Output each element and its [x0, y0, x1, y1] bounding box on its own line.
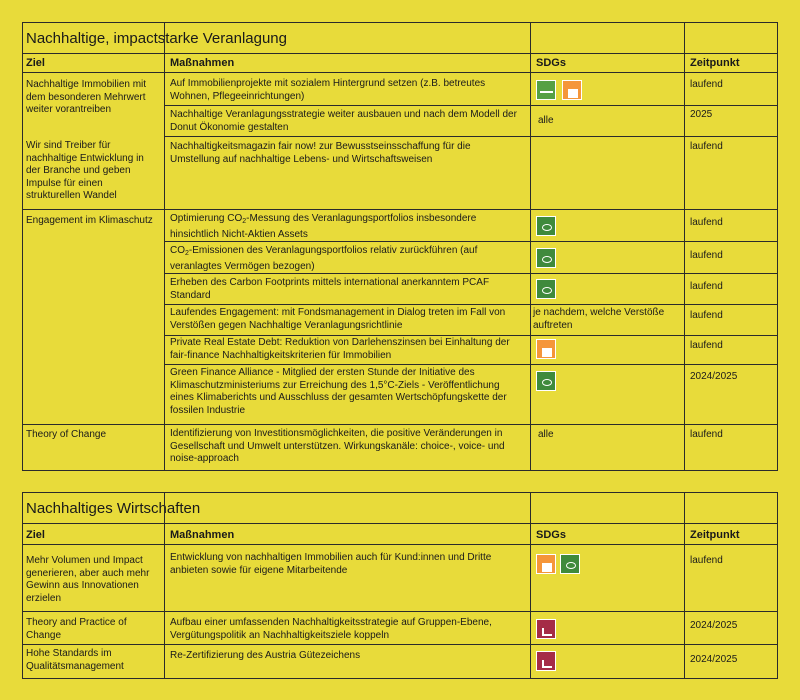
goal-cell: Mehr Volumen und Impact generieren, aber auch mehr Gewinn aus Innovationen erzielen	[26, 555, 150, 604]
sdg-8-icon	[536, 80, 556, 100]
sdg-10-icon	[536, 651, 556, 671]
goal-cell: Engagement im Klimaschutz	[26, 215, 153, 226]
table-title: Nachhaltige, impactstarke Veranlagung	[23, 23, 777, 54]
sdg-13-icon	[536, 371, 556, 391]
table-title: Nachhaltiges Wirtschaften	[23, 493, 777, 524]
time-cell: laufend	[690, 429, 723, 440]
sdg-13-icon	[560, 554, 580, 574]
goal-cell: Hohe Standards im Qualitätsmanagement	[26, 648, 124, 672]
time-cell: laufend	[690, 555, 723, 566]
sdg-11-icon	[562, 80, 582, 100]
sdg-13-icon	[536, 279, 556, 299]
measure-cell: $CO_2$-Emissionen des Veranlagungsportfolios relativ zurückführen (auf veranlagtes Vermögen bezogen)	[170, 245, 478, 272]
measure-cell: Aufbau einer umfassenden Nachhaltigkeitsstrategie auf Gruppen-Ebene, Vergütungspolitik an Nachhaltigkeitsziele koppeln	[170, 617, 492, 641]
sdg-text: alle	[538, 115, 554, 126]
sdg-13-icon	[536, 216, 556, 236]
goal-cell: Nachhaltige Immobilien mit dem besonderen Mehrwert weiter vorantreiben	[26, 79, 147, 115]
measure-cell: Private Real Estate Debt: Reduktion von Darlehenszinsen bei Einhaltung der fair-finance Nachhaltigkeitskriterien für Immobilien	[170, 337, 510, 361]
header-zeitpunkt: Zeitpunkt	[690, 529, 740, 541]
measure-cell: Entwicklung von nachhaltigen Immobilien auch für Kund:innen und Dritte anbieten sowie für eigene Mitarbeitende	[170, 552, 492, 576]
measure-cell: Re-Zertifizierung des Austria Gütezeichens	[170, 650, 361, 661]
measure-cell: Auf Immobilienprojekte mit sozialem Hintergrund setzen (z.B. betreutes Wohnen, Pflegeeinrichtungen)	[170, 78, 486, 102]
goal-cell: Wir sind Treiber für nachhaltige Entwicklung in der Branche und geben Impulse für einen strukturellen Wandel	[26, 140, 144, 201]
header-ziel: Ziel	[26, 529, 45, 541]
time-cell: laufend	[690, 310, 723, 321]
header-massnahmen: Maßnahmen	[170, 57, 235, 69]
time-cell: laufend	[690, 281, 723, 292]
sdg-text: alle	[538, 429, 554, 440]
header-massnahmen: Maßnahmen	[170, 529, 235, 541]
measure-cell: Identifizierung von Investitionsmöglichkeiten, die positive Veränderungen in Gesellschaft und Umwelt unterstützen. Wirkungskanäle: choice-, voice- und noise-approach	[170, 428, 505, 464]
measure-cell: Laufendes Engagement: mit Fondsmanagement in Dialog treten im Fall von Verstößen gegen Nachhaltige Veranlagungsrichtlinie	[170, 307, 506, 331]
sdg-13-icon	[536, 248, 556, 268]
measure-cell: Nachhaltige Veranlagungsstrategie weiter ausbauen und nach dem Modell der Donut Ökonomie gestalten	[170, 109, 517, 133]
header-sdgs: SDGs	[536, 57, 566, 69]
table-header	[23, 524, 777, 545]
goal-cell: Theory of Change	[26, 429, 107, 440]
measure-cell: Green Finance Alliance - Mitglied der ersten Stunde der Initiative des Klimaschutzministeriums zur Erreichung des 1,5°C-Ziels - Veröffentlichung eines Klimaberichts und Ausschluss der gesamten Wertschöpfungskette der fossilen Industrie	[170, 367, 507, 416]
time-cell: laufend	[690, 217, 723, 228]
sdg-11-icon	[536, 339, 556, 359]
time-cell: 2025	[690, 109, 713, 120]
table-header	[23, 54, 777, 73]
table-nachhaltige-veranlagung	[22, 22, 778, 471]
measure-cell: Optimierung $CO_2$-Messung des Veranlagungsportfolios insbesondere hinsichtlich Nicht-Aktien Assets	[170, 213, 477, 240]
header-sdgs: SDGs	[536, 529, 566, 541]
table-nachhaltiges-wirtschaften	[22, 492, 778, 679]
time-cell: 2024/2025	[690, 654, 738, 665]
time-cell: laufend	[690, 141, 723, 152]
sdg-11-icon	[536, 554, 556, 574]
time-cell: laufend	[690, 79, 723, 90]
time-cell: laufend	[690, 250, 723, 261]
sdg-10-icon	[536, 619, 556, 639]
header-ziel: Ziel	[26, 57, 45, 69]
time-cell: 2024/2025	[690, 371, 738, 382]
time-cell: 2024/2025	[690, 620, 738, 631]
goal-cell: Theory and Practice of Change	[26, 617, 127, 641]
measure-cell: Erheben des Carbon Footprints mittels international anerkanntem PCAF Standard	[170, 277, 490, 301]
time-cell: laufend	[690, 340, 723, 351]
sdg-text: je nachdem, welche Verstöße auftreten	[533, 307, 665, 331]
measure-cell: Nachhaltigkeitsmagazin fair now! zur Bewusstseinsschaffung für die Umstellung auf nachhaltige Lebens- und Wirtschaftsweisen	[170, 141, 471, 165]
header-zeitpunkt: Zeitpunkt	[690, 57, 740, 69]
